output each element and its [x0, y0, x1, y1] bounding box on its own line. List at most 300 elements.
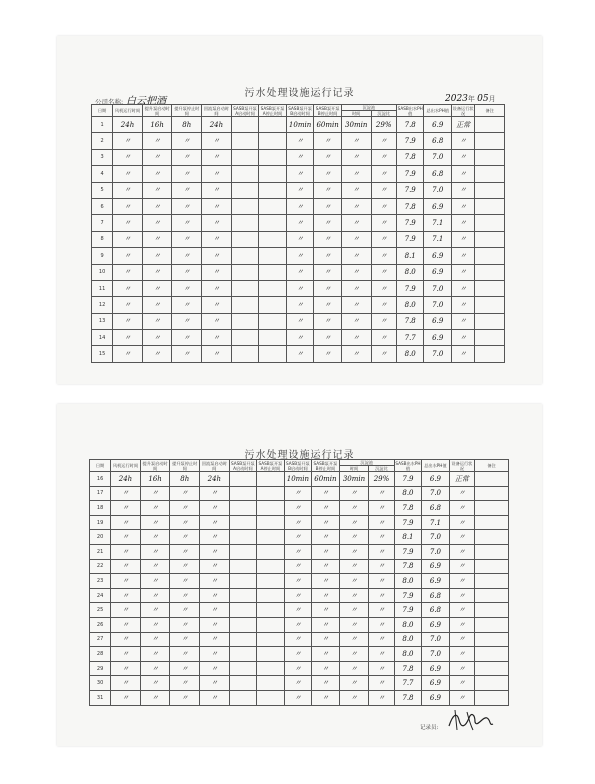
- table-cell: [259, 280, 287, 296]
- table-cell: 7.1: [424, 231, 452, 247]
- table-cell: [475, 647, 509, 662]
- table-cell: 〃: [371, 166, 396, 182]
- table-cell: [475, 264, 505, 280]
- table-cell: 〃: [339, 486, 369, 501]
- row-date: 29: [90, 661, 111, 676]
- table-cell: 6.9: [424, 248, 452, 264]
- table-cell: 〃: [312, 603, 340, 618]
- row-date: 25: [90, 603, 111, 618]
- table-cell: 7.8: [396, 117, 424, 133]
- table-cell: 〃: [202, 182, 232, 198]
- table-cell: [257, 472, 285, 487]
- table-row: [90, 515, 509, 530]
- table-cell: [231, 346, 259, 362]
- header-settling-ratio: 沉淀比: [369, 466, 394, 472]
- table-cell: 〃: [286, 149, 314, 165]
- table-cell: 〃: [140, 588, 170, 603]
- table-cell: 〃: [170, 603, 200, 618]
- table-cell: 〃: [113, 198, 143, 214]
- table-cell: 〃: [371, 280, 396, 296]
- table-cell: 〃: [341, 330, 371, 346]
- table-cell: 〃: [312, 501, 340, 516]
- header-settling-ratio: 沉淀比: [371, 111, 396, 117]
- log-sheet-1: [57, 36, 542, 384]
- table-cell: [257, 647, 285, 662]
- table-cell: 〃: [449, 501, 474, 516]
- header-sasb-b-stop: SASB泵开泵B停止时间: [315, 105, 340, 116]
- header-sasb-a-stop: SASB泵开泵A停止时间: [260, 105, 285, 116]
- table-cell: [475, 661, 509, 676]
- table-cell: 〃: [172, 198, 202, 214]
- table-cell: [259, 166, 287, 182]
- table-cell: 〃: [371, 313, 396, 329]
- table-cell: 〃: [113, 215, 143, 231]
- table-cell: [475, 472, 509, 487]
- table-cell: 〃: [449, 617, 474, 632]
- table-cell: 〃: [170, 486, 200, 501]
- table-cell: 〃: [314, 198, 342, 214]
- table-cell: 〃: [172, 182, 202, 198]
- table-cell: 〃: [200, 486, 230, 501]
- date-line: [445, 94, 496, 104]
- table-cell: [231, 231, 259, 247]
- table-cell: 〃: [312, 530, 340, 545]
- table-cell: 〃: [284, 676, 312, 691]
- table-cell: [259, 215, 287, 231]
- table-cell: 〃: [371, 346, 396, 362]
- table-cell: [259, 297, 287, 313]
- table-cell: 〃: [371, 133, 396, 149]
- row-date: 7: [92, 215, 113, 231]
- table-cell: 〃: [200, 588, 230, 603]
- table-row: [92, 182, 505, 198]
- table-cell: [475, 313, 505, 329]
- table-cell: 〃: [111, 574, 141, 589]
- row-date: 22: [90, 559, 111, 574]
- table-cell: [475, 231, 505, 247]
- row-date: 30: [90, 676, 111, 691]
- table-row: [90, 690, 509, 705]
- table-cell: [229, 559, 257, 574]
- table-cell: 〃: [312, 588, 340, 603]
- table-cell: [229, 486, 257, 501]
- table-cell: 29%: [369, 472, 394, 487]
- table-cell: 〃: [314, 149, 342, 165]
- table-cell: 〃: [113, 313, 143, 329]
- table-cell: [257, 588, 285, 603]
- table-cell: 8.0: [396, 346, 424, 362]
- table-cell: 〃: [341, 248, 371, 264]
- header-sasb-a-stop: SASB泵开泵A停止时间: [258, 460, 283, 471]
- table-cell: 〃: [113, 280, 143, 296]
- table-cell: 7.8: [396, 149, 424, 165]
- table-cell: [475, 632, 509, 647]
- table-cell: 〃: [339, 690, 369, 705]
- table-cell: 〃: [369, 515, 394, 530]
- header-sasb-a-start: SASB泵开泵A启动时间: [231, 460, 255, 471]
- table-row: [90, 544, 509, 559]
- table-cell: 〃: [284, 647, 312, 662]
- table-cell: 〃: [314, 280, 342, 296]
- table-cell: 〃: [339, 515, 369, 530]
- table-cell: 6.8: [422, 501, 450, 516]
- table-cell: 〃: [371, 215, 396, 231]
- row-date: 15: [92, 346, 113, 362]
- row-date: 27: [90, 632, 111, 647]
- table-cell: 〃: [339, 544, 369, 559]
- table-cell: 〃: [369, 544, 394, 559]
- table-cell: 〃: [142, 133, 172, 149]
- row-date: 18: [90, 501, 111, 516]
- table-cell: [259, 149, 287, 165]
- header-lift-stop: 提升泵停止时间: [170, 460, 200, 472]
- table-cell: 〃: [172, 215, 202, 231]
- table-cell: 〃: [449, 574, 474, 589]
- table-cell: 〃: [369, 559, 394, 574]
- table-cell: [475, 166, 505, 182]
- company-label: 公司名称:: [95, 98, 124, 106]
- table-cell: 7.9: [394, 472, 422, 487]
- table-cell: [259, 330, 287, 346]
- table-cell: 〃: [140, 530, 170, 545]
- table-cell: 〃: [339, 617, 369, 632]
- table-row: [92, 248, 505, 264]
- table-cell: 〃: [449, 647, 474, 662]
- header-total-ph: 总出水PH值: [424, 105, 452, 117]
- table-cell: 〃: [140, 486, 170, 501]
- table-cell: [475, 544, 509, 559]
- table-cell: 〃: [111, 588, 141, 603]
- table-cell: 6.9: [424, 330, 452, 346]
- recorder-label: 记录员:: [420, 725, 439, 731]
- table-cell: 7.0: [424, 346, 452, 362]
- header-lift-stop: 提升泵停止时间: [172, 105, 202, 117]
- log-table-body: [92, 117, 505, 363]
- header-remarks: 备注: [475, 460, 509, 472]
- table-cell: [475, 559, 509, 574]
- table-cell: 7.8: [394, 501, 422, 516]
- table-cell: 〃: [449, 559, 474, 574]
- table-cell: 〃: [369, 647, 394, 662]
- table-cell: 〃: [172, 346, 202, 362]
- table-cell: 正常: [451, 117, 474, 133]
- table-cell: [229, 676, 257, 691]
- table-cell: 24h: [111, 472, 141, 487]
- table-cell: 6.9: [422, 617, 450, 632]
- table-cell: [475, 530, 509, 545]
- table-cell: 〃: [113, 182, 143, 198]
- table-cell: 7.8: [394, 661, 422, 676]
- header-sasb-ph: SASB出水PH值: [395, 460, 421, 471]
- table-cell: 〃: [371, 231, 396, 247]
- table-cell: [259, 346, 287, 362]
- table-cell: 〃: [202, 248, 232, 264]
- table-cell: [259, 264, 287, 280]
- table-row: [90, 603, 509, 618]
- table-cell: 6.9: [422, 559, 450, 574]
- table-cell: 〃: [170, 544, 200, 559]
- table-row: [92, 264, 505, 280]
- table-cell: 〃: [449, 603, 474, 618]
- table-cell: 〃: [170, 588, 200, 603]
- table-cell: 6.8: [424, 166, 452, 182]
- table-cell: [257, 530, 285, 545]
- table-cell: 〃: [449, 676, 474, 691]
- table-cell: [475, 117, 505, 133]
- table-cell: 〃: [449, 690, 474, 705]
- table-cell: 〃: [286, 215, 314, 231]
- header-status: 设备运行状况: [449, 460, 474, 472]
- table-cell: 〃: [200, 617, 230, 632]
- table-cell: 〃: [451, 198, 474, 214]
- table-cell: 〃: [284, 661, 312, 676]
- table-cell: 〃: [341, 182, 371, 198]
- table-cell: 〃: [140, 603, 170, 618]
- table-cell: 〃: [312, 515, 340, 530]
- row-date: 3: [92, 149, 113, 165]
- table-cell: 6.9: [422, 676, 450, 691]
- table-cell: 〃: [314, 248, 342, 264]
- row-date: 9: [92, 248, 113, 264]
- table-cell: 〃: [140, 690, 170, 705]
- table-cell: [231, 133, 259, 149]
- table-cell: 7.0: [422, 544, 450, 559]
- header-settling-time: 时间: [339, 466, 369, 472]
- table-cell: 〃: [200, 647, 230, 662]
- table-cell: 〃: [339, 661, 369, 676]
- table-cell: 〃: [312, 676, 340, 691]
- table-cell: 〃: [200, 530, 230, 545]
- table-cell: 〃: [111, 676, 141, 691]
- table-cell: [259, 133, 287, 149]
- table-cell: 〃: [202, 330, 232, 346]
- table-cell: 〃: [314, 133, 342, 149]
- sheet-title: 污水处理设施运行记录: [244, 450, 355, 461]
- table-cell: 〃: [170, 661, 200, 676]
- table-cell: [257, 617, 285, 632]
- table-cell: [229, 690, 257, 705]
- table-cell: 〃: [451, 330, 474, 346]
- table-cell: 30min: [339, 472, 369, 487]
- table-row: [92, 215, 505, 231]
- header-return-start: 回流泵启动时间: [202, 105, 232, 117]
- table-cell: 〃: [314, 313, 342, 329]
- table-cell: 〃: [314, 231, 342, 247]
- table-cell: 〃: [312, 647, 340, 662]
- table-cell: [229, 603, 257, 618]
- table-cell: 〃: [142, 313, 172, 329]
- table-cell: [259, 248, 287, 264]
- table-cell: 〃: [111, 501, 141, 516]
- row-date: 20: [90, 530, 111, 545]
- sheet-title: 污水处理设施运行记录: [244, 88, 355, 99]
- table-cell: 〃: [142, 346, 172, 362]
- table-cell: 〃: [284, 486, 312, 501]
- year-value: 2023: [445, 94, 468, 104]
- table-cell: [229, 515, 257, 530]
- table-cell: 〃: [286, 280, 314, 296]
- table-cell: 〃: [140, 515, 170, 530]
- table-cell: 〃: [314, 297, 342, 313]
- table-cell: 〃: [113, 264, 143, 280]
- table-cell: 〃: [170, 515, 200, 530]
- table-row: [92, 133, 505, 149]
- table-cell: [475, 215, 505, 231]
- table-cell: [229, 501, 257, 516]
- table-cell: 7.9: [394, 544, 422, 559]
- table-cell: 〃: [371, 264, 396, 280]
- table-cell: 〃: [369, 617, 394, 632]
- table-cell: [475, 486, 509, 501]
- table-cell: 〃: [142, 182, 172, 198]
- table-cell: [475, 501, 509, 516]
- row-date: 24: [90, 588, 111, 603]
- log-table-body: [90, 472, 509, 706]
- table-cell: [231, 248, 259, 264]
- table-cell: 〃: [451, 248, 474, 264]
- table-cell: 〃: [172, 248, 202, 264]
- table-cell: 〃: [111, 515, 141, 530]
- table-cell: 〃: [449, 486, 474, 501]
- table-cell: 〃: [140, 617, 170, 632]
- table-row: [90, 559, 509, 574]
- table-cell: 〃: [170, 690, 200, 705]
- table-cell: 〃: [286, 330, 314, 346]
- table-cell: [475, 330, 505, 346]
- table-cell: 7.0: [422, 530, 450, 545]
- row-date: 16: [90, 472, 111, 487]
- table-row: [90, 530, 509, 545]
- table-cell: 〃: [113, 248, 143, 264]
- table-cell: 〃: [113, 330, 143, 346]
- table-cell: 〃: [451, 215, 474, 231]
- table-row: [92, 346, 505, 362]
- table-cell: 〃: [113, 346, 143, 362]
- row-date: 4: [92, 166, 113, 182]
- table-cell: [475, 690, 509, 705]
- table-cell: 〃: [200, 501, 230, 516]
- table-cell: 〃: [451, 264, 474, 280]
- table-cell: [475, 346, 505, 362]
- table-cell: 〃: [286, 297, 314, 313]
- table-cell: 〃: [172, 231, 202, 247]
- table-cell: [475, 617, 509, 632]
- table-cell: 〃: [451, 346, 474, 362]
- row-date: 1: [92, 117, 113, 133]
- table-row: [92, 297, 505, 313]
- table-cell: 〃: [449, 515, 474, 530]
- table-cell: 〃: [140, 501, 170, 516]
- table-cell: 〃: [369, 574, 394, 589]
- table-cell: [259, 117, 287, 133]
- table-cell: 〃: [339, 603, 369, 618]
- table-cell: 〃: [284, 544, 312, 559]
- table-cell: 〃: [170, 632, 200, 647]
- table-cell: 〃: [170, 574, 200, 589]
- table-cell: [475, 603, 509, 618]
- table-cell: 〃: [341, 264, 371, 280]
- table-cell: [229, 661, 257, 676]
- table-cell: 〃: [314, 330, 342, 346]
- table-cell: 7.9: [396, 280, 424, 296]
- table-cell: 正常: [449, 472, 474, 487]
- table-cell: 7.8: [394, 559, 422, 574]
- table-cell: 7.0: [422, 647, 450, 662]
- table-cell: [229, 632, 257, 647]
- table-cell: 7.9: [396, 182, 424, 198]
- table-cell: 〃: [142, 248, 172, 264]
- table-cell: [475, 297, 505, 313]
- table-cell: 7.8: [396, 313, 424, 329]
- table-cell: 6.9: [422, 661, 450, 676]
- table-cell: 〃: [202, 280, 232, 296]
- table-cell: 〃: [200, 544, 230, 559]
- table-row: [92, 231, 505, 247]
- table-cell: 〃: [371, 182, 396, 198]
- table-cell: 〃: [341, 280, 371, 296]
- log-sheet-2: [57, 404, 542, 746]
- table-cell: 〃: [140, 574, 170, 589]
- row-date: 14: [92, 330, 113, 346]
- table-cell: 24h: [202, 117, 232, 133]
- table-cell: [259, 231, 287, 247]
- table-cell: 7.7: [394, 676, 422, 691]
- table-cell: 〃: [113, 166, 143, 182]
- row-date: 11: [92, 280, 113, 296]
- table-cell: [231, 198, 259, 214]
- table-cell: [475, 182, 505, 198]
- table-cell: 〃: [111, 632, 141, 647]
- table-cell: 〃: [451, 166, 474, 182]
- table-cell: 〃: [284, 559, 312, 574]
- table-cell: 〃: [369, 632, 394, 647]
- table-cell: [257, 603, 285, 618]
- table-cell: 〃: [202, 149, 232, 165]
- table-row: [92, 330, 505, 346]
- table-cell: 〃: [142, 280, 172, 296]
- table-cell: 〃: [341, 166, 371, 182]
- table-cell: 〃: [142, 330, 172, 346]
- table-cell: 〃: [142, 166, 172, 182]
- month-value: 05: [477, 94, 489, 104]
- header-sasb-b-start: SASB泵开泵B启动时间: [286, 460, 310, 471]
- table-cell: 〃: [449, 588, 474, 603]
- row-date: 17: [90, 486, 111, 501]
- table-cell: 〃: [284, 574, 312, 589]
- table-cell: 6.9: [422, 472, 450, 487]
- table-cell: 8.1: [396, 248, 424, 264]
- table-cell: [231, 330, 259, 346]
- table-row: [90, 647, 509, 662]
- table-cell: [259, 313, 287, 329]
- table-cell: [475, 149, 505, 165]
- table-cell: 〃: [140, 676, 170, 691]
- table-cell: 〃: [113, 149, 143, 165]
- table-cell: 〃: [339, 530, 369, 545]
- table-cell: 〃: [172, 280, 202, 296]
- table-cell: 〃: [312, 632, 340, 647]
- table-cell: 7.9: [394, 515, 422, 530]
- table-row: [90, 617, 509, 632]
- table-cell: 〃: [341, 346, 371, 362]
- table-cell: 〃: [449, 530, 474, 545]
- table-row: [90, 501, 509, 516]
- table-cell: 7.9: [394, 588, 422, 603]
- table-cell: [475, 515, 509, 530]
- table-cell: [231, 166, 259, 182]
- table-cell: 〃: [451, 280, 474, 296]
- table-cell: [475, 676, 509, 691]
